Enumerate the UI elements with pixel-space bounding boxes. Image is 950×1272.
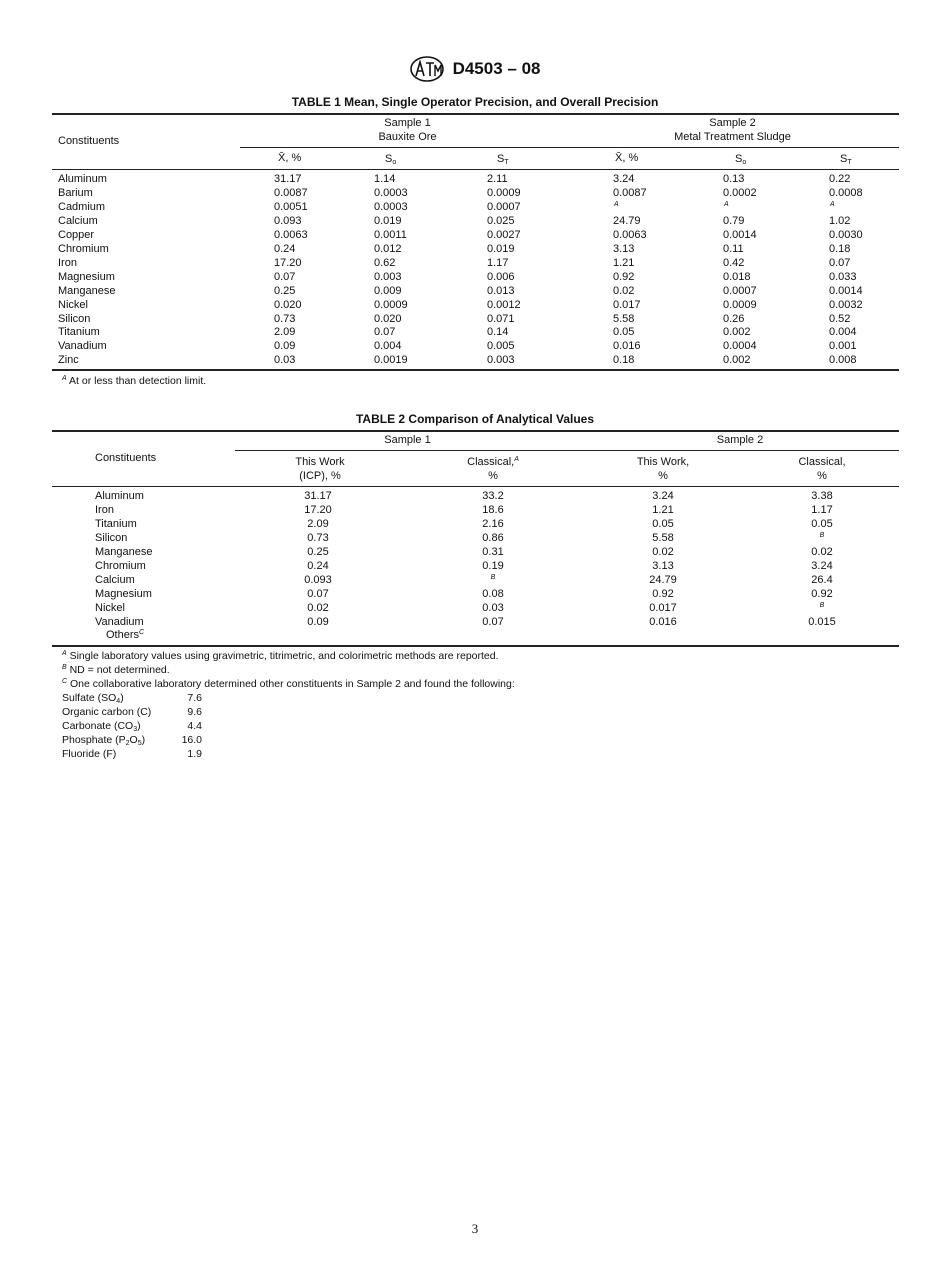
table1-cell: 0.0027	[487, 228, 521, 241]
others-constituent-value: 16.0	[181, 734, 202, 746]
table2-constituent-name: Nickel	[95, 602, 125, 614]
table1-col-so1: $S_o$	[385, 153, 397, 166]
table2-header-rule	[52, 486, 899, 487]
table2-col1-subheader: (ICP), %	[299, 470, 341, 482]
table2-group-rule	[235, 450, 899, 451]
table1-cell: 0.020	[374, 312, 402, 325]
table1-constituent-name: Nickel	[58, 298, 88, 311]
table1-sample2-subheader: Metal Treatment Sludge	[674, 131, 791, 143]
table1-cell: 3.13	[613, 242, 635, 255]
table1-cell: A	[724, 200, 729, 208]
table2-cell: 0.093	[304, 574, 332, 586]
table2-sample1-header: Sample 1	[384, 434, 431, 446]
table1-cell: 0.11	[723, 242, 744, 255]
table1-cell: 31.17	[274, 173, 302, 185]
table1-cell: 0.0003	[374, 186, 408, 199]
table2-cell: 31.17	[304, 490, 332, 502]
table2-col2-header: Classical,$^A$	[467, 456, 519, 468]
table2-cell: 0.19	[482, 560, 504, 572]
table2-constituent-name: Aluminum	[95, 490, 144, 502]
table2-cell: 18.6	[482, 504, 504, 516]
table1-cell: 0.13	[723, 173, 745, 185]
table2-cell: 0.02	[652, 546, 674, 558]
table1-cell: 0.0004	[723, 340, 757, 353]
table1-cell: 0.09	[274, 340, 296, 353]
table1-cell: 0.62	[374, 256, 396, 269]
table1-cell: 0.019	[487, 242, 515, 255]
table2-cell: 0.016	[649, 616, 677, 628]
table1-cell: 0.07	[274, 270, 296, 283]
table1-cell: 0.0019	[374, 354, 408, 367]
table1-constituent-name: Manganese	[58, 284, 116, 297]
table1-cell: 0.001	[829, 340, 857, 353]
table1-constituent-name: Silicon	[58, 312, 91, 325]
table1-cell: 0.05	[613, 326, 635, 339]
table2-cell: 26.4	[811, 574, 833, 586]
table1-cell: 0.52	[829, 312, 851, 325]
table1-cell: 2.11	[487, 173, 508, 185]
table1-cell: 0.92	[613, 270, 635, 283]
table2-constituents-header: Constituents	[95, 452, 157, 464]
table2-col2-subheader: %	[488, 470, 498, 482]
table1-cell: 0.0008	[829, 186, 863, 199]
table1-cell: 0.0087	[274, 186, 308, 199]
table1-cell: 0.002	[723, 326, 751, 339]
table1-group-rule	[240, 147, 899, 148]
table1-cell: A	[830, 200, 835, 208]
table1-col-mean1: X̄, %	[278, 152, 302, 164]
table2-cell: 0.92	[811, 588, 833, 600]
table1-cell: 0.093	[274, 214, 302, 227]
others-constituent-label: Organic carbon (C)	[62, 706, 152, 718]
table2-cell: 0.02	[307, 602, 329, 614]
table1-constituent-name: Magnesium	[58, 270, 115, 283]
table1-cell: 0.42	[723, 256, 745, 269]
table1-cell: 0.004	[374, 340, 402, 353]
table2-constituent-name: Iron	[95, 504, 114, 516]
table1-cell: 0.02	[613, 284, 635, 297]
table1-cell: 0.008	[829, 354, 857, 367]
table1-col-st1: $S_T$	[497, 153, 509, 166]
table2-cell: 3.24	[652, 490, 674, 502]
table1-title: TABLE 1 Mean, Single Operator Precision, and Overall Precision	[291, 95, 659, 109]
table1-constituent-name: Copper	[58, 228, 95, 241]
table1-cell: 0.25	[274, 284, 296, 297]
table1-col-so2: $S_o$	[735, 153, 747, 166]
table1-cell: 0.0007	[487, 200, 521, 213]
table1-cell: 0.016	[613, 340, 641, 353]
others-constituent-label: Carbonate $(CO_3)$	[62, 720, 141, 733]
table2-cell: 0.03	[482, 602, 504, 614]
table2-sample2-header: Sample 2	[716, 434, 764, 446]
table2-footnote: $^A$ Single laboratory values using gravimetric, titrimetric, and colorimetric methods are reported.	[62, 650, 499, 662]
table1-cell: 0.0051	[274, 200, 308, 213]
table1-cell: 17.20	[274, 256, 302, 269]
table1-constituents-header: Constituents	[58, 135, 120, 147]
table1-cell: 0.005	[487, 340, 515, 353]
table1-constituent-name: Barium	[58, 186, 93, 199]
table1-cell: 0.18	[829, 242, 851, 255]
table1-cell: A	[614, 200, 619, 208]
table2-footnote: $^B$ ND = not determined.	[62, 664, 170, 676]
table1-col-mean2: X̄, %	[615, 152, 639, 164]
table2-cell: 2.09	[307, 518, 329, 530]
table1-cell: 0.004	[829, 326, 857, 339]
others-constituent-label: Sulfate $(SO_4)$	[62, 692, 124, 705]
table1-cell: 0.0030	[829, 228, 863, 241]
table2-bottom-rule	[52, 645, 899, 647]
table1-cell: 0.0003	[374, 200, 408, 213]
table2-col3-header: This Work,	[636, 456, 690, 468]
table2-cell: 0.09	[307, 616, 329, 628]
others-constituent-value: 4.4	[187, 720, 202, 732]
table1-cell: 0.0012	[487, 298, 521, 311]
table1-cell: 0.020	[274, 298, 302, 311]
table2-title: TABLE 2 Comparison of Analytical Values	[355, 412, 595, 426]
table1-cell: 0.071	[487, 312, 515, 325]
table2-others-label: Others$^C$	[106, 629, 145, 641]
table1-cell: 0.003	[487, 354, 515, 367]
table1-cell: 1.02	[829, 214, 851, 227]
table2-cell: 0.07	[482, 616, 504, 628]
table2-constituent-name: Manganese	[95, 546, 153, 558]
table1-cell: 0.0032	[829, 298, 863, 311]
table1-sample1-subheader: Bauxite Ore	[378, 131, 437, 143]
table2-cell: 0.86	[482, 532, 504, 544]
others-constituent-value: 1.9	[187, 748, 202, 760]
table1-sample1-header: Sample 1	[384, 117, 431, 129]
table2-cell: 0.31	[482, 546, 504, 558]
table1-constituent-name: Chromium	[58, 242, 109, 255]
table2-cell: 5.58	[652, 532, 674, 544]
table1-cell: 0.0011	[374, 228, 407, 241]
table2-cell: 0.24	[307, 560, 329, 572]
table1-cell: 0.019	[374, 214, 402, 227]
table1-cell: 1.14	[374, 173, 396, 185]
table2-cell: 0.08	[482, 588, 504, 600]
table1-sample2-header: Sample 2	[709, 117, 756, 129]
table1-cell: 24.79	[613, 214, 641, 227]
table2-col3-subheader: %	[658, 470, 668, 482]
others-constituent-value: 9.6	[187, 706, 202, 718]
table1-cell: 0.025	[487, 214, 515, 227]
table1-constituent-name: Titanium	[58, 326, 100, 339]
table1-cell: 0.018	[723, 270, 751, 283]
page-number: 3	[471, 1221, 479, 1236]
table2-footnote: $^C$ One collaborative laboratory determined other constituents in Sample 2 and found the following:	[62, 678, 515, 690]
table1-cell: 0.0002	[723, 186, 757, 199]
astm-logo-icon	[410, 56, 444, 82]
table2-cell: 17.20	[304, 504, 332, 516]
table2-cell: 3.24	[811, 560, 833, 572]
table1-constituent-name: Calcium	[58, 214, 98, 227]
table1-cell: 2.09	[274, 326, 296, 339]
table2-constituent-name: Silicon	[95, 532, 128, 544]
table2-cell: B	[819, 602, 825, 609]
table2-cell: 0.25	[307, 546, 329, 558]
table2-cell: 24.79	[649, 574, 677, 586]
table2-cell: B	[819, 532, 825, 539]
table2-cell: 0.015	[808, 616, 836, 628]
table1-cell: 0.012	[374, 242, 402, 255]
table1-cell: 5.58	[613, 312, 635, 325]
table1-cell: 0.26	[723, 312, 745, 325]
table1-bottom-rule	[52, 369, 899, 371]
others-constituent-value: 7.6	[187, 692, 202, 704]
table1-top-rule	[52, 113, 899, 115]
table1-cell: 0.0087	[613, 186, 647, 199]
table2-cell: 0.92	[652, 588, 674, 600]
table2-cell: 0.05	[811, 518, 833, 530]
table1-cell: 0.0009	[374, 298, 408, 311]
others-constituent-label: Fluoride (F)	[62, 748, 117, 760]
table1-cell: 3.24	[613, 173, 635, 185]
table1-cell: 0.003	[374, 270, 402, 283]
others-constituent-label: Phosphate $(P_2O_5)$	[62, 734, 146, 747]
table1-constituent-name: Cadmium	[58, 200, 106, 213]
table2-constituent-name: Calcium	[95, 574, 135, 586]
table1-cell: 0.18	[613, 354, 635, 367]
table1-cell: 0.73	[274, 312, 296, 325]
table2-cell: 2.16	[482, 518, 504, 530]
table1-cell: 0.14	[487, 326, 509, 339]
table1-cell: 0.002	[723, 354, 751, 367]
table2-cell: 1.17	[811, 504, 833, 516]
table2-col1-header: This Work	[295, 456, 345, 468]
table1-cell: 0.006	[487, 270, 515, 283]
table2-cell: 3.38	[811, 490, 833, 502]
table1-cell: 0.07	[374, 326, 396, 339]
table2-cell: 0.73	[307, 532, 329, 544]
table1-constituent-name: Iron	[58, 256, 77, 269]
table1-col-st2: $S_T$	[840, 153, 852, 166]
table2-constituent-name: Vanadium	[95, 616, 144, 628]
table1-cell: 0.009	[374, 284, 402, 297]
table1-cell: 0.013	[487, 284, 515, 297]
table2-cell: 0.07	[307, 588, 329, 600]
table2-cell: 0.05	[652, 518, 674, 530]
table2-cell: 0.02	[811, 546, 833, 558]
table1-cell: 0.0063	[274, 228, 308, 241]
table2-cell: 33.2	[482, 490, 504, 502]
table2-col4-header: Classical,	[798, 456, 846, 468]
table1-cell: 0.033	[829, 270, 857, 283]
table2-cell: 1.21	[652, 504, 674, 516]
table2-constituent-name: Titanium	[95, 518, 137, 530]
page-header	[0, 56, 950, 82]
table1-cell: 0.0007	[723, 284, 757, 297]
table1-constituent-name: Zinc	[58, 354, 79, 367]
table1-cell: 0.017	[613, 298, 641, 311]
table1-cell: 0.24	[274, 242, 296, 255]
table1-cell: 0.0009	[487, 186, 521, 199]
document-designation: D4503 – 08	[452, 59, 541, 78]
table2-cell: 3.13	[652, 560, 674, 572]
table1-cell: 0.0009	[723, 298, 757, 311]
table1-cell: 0.0063	[613, 228, 647, 241]
table1-constituent-name: Vanadium	[58, 340, 107, 353]
table1-constituent-name: Aluminum	[58, 173, 107, 185]
table2-top-rule	[52, 430, 899, 432]
table2-col4-subheader: %	[817, 470, 827, 482]
table1-cell: 1.21	[613, 256, 635, 269]
table1-header-rule	[52, 169, 899, 170]
table2-cell: B	[490, 574, 496, 581]
table1-cell: 0.79	[723, 214, 745, 227]
table1-cell: 0.0014	[723, 228, 757, 241]
table1-footnote: $^A$ At or less than detection limit.	[62, 375, 207, 387]
table1-cell: 0.0014	[829, 284, 863, 297]
table1-cell: 0.22	[829, 173, 851, 185]
table1-cell: 0.07	[829, 256, 851, 269]
table2-constituent-name: Chromium	[95, 560, 146, 572]
table1-cell: 0.03	[274, 354, 296, 367]
table1-cell: 1.17	[487, 256, 509, 269]
table2-cell: 0.017	[649, 602, 677, 614]
table2-constituent-name: Magnesium	[95, 588, 152, 600]
